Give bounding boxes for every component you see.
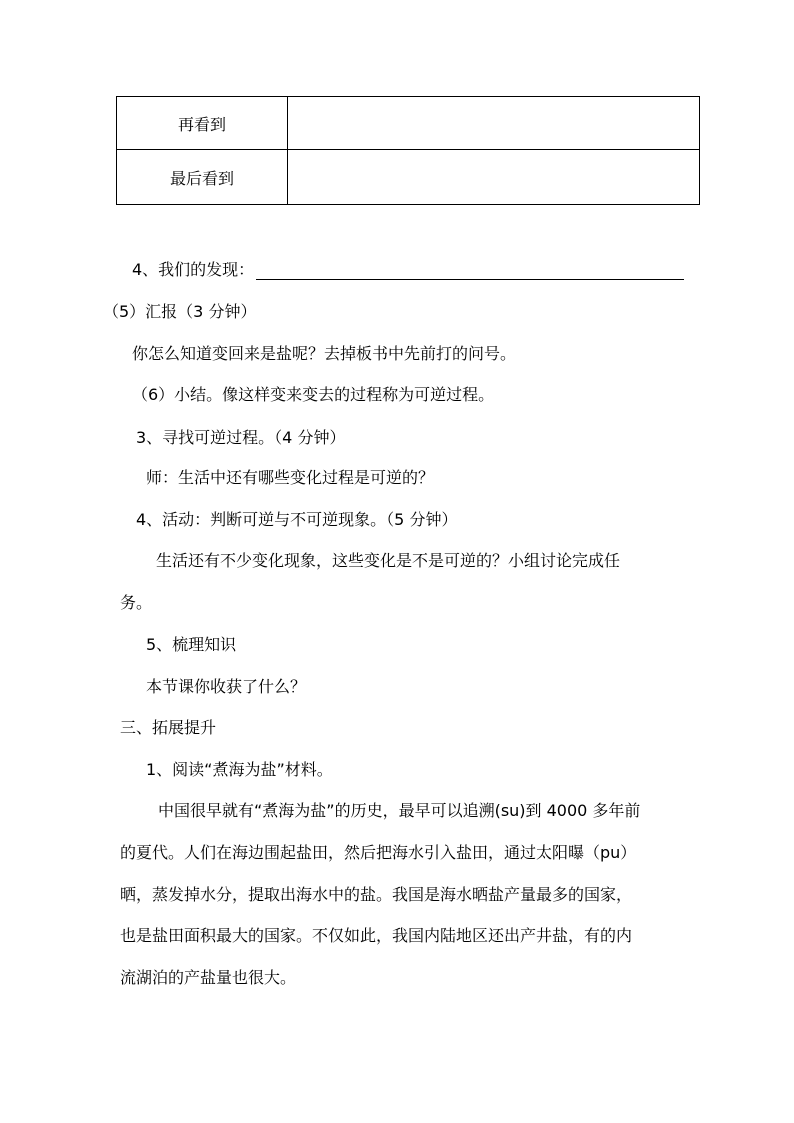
table-row — [117, 97, 700, 150]
activity-heading: 4、活动：判断可逆与不可逆现象。（5 分钟） — [136, 510, 458, 529]
life-changes-text-cont: 务。 — [120, 593, 153, 612]
row-value-cell — [288, 97, 700, 150]
table-row — [117, 150, 700, 205]
paragraph-line: 的夏代。人们在海边围起盐田，然后把海水引入盐田，通过太阳曝（pu） — [120, 843, 637, 862]
life-changes-text: 生活还有不少变化现象，这些变化是不是可逆的？小组讨论完成任 — [156, 551, 621, 570]
row-value-cell — [288, 150, 700, 205]
summary-text: （6）小结。像这样变来变去的过程称为可逆过程。 — [132, 385, 495, 404]
what-gained-text: 本节课你收获了什么？ — [146, 677, 307, 696]
report-heading: （5）汇报（3 分钟） — [103, 302, 257, 321]
paragraph-line: 中国很早就有“煮海为盐”的历史，最早可以追溯(su)到 4000 多年前 — [158, 801, 641, 820]
how-know-text: 你怎么知道变回来是盐呢？去掉板书中先前打的问号。 — [132, 344, 517, 363]
paragraph-line: 也是盐田面积最大的国家。不仅如此，我国内陆地区还出产井盐，有的内 — [120, 926, 633, 945]
organize-heading: 5、梳理知识 — [146, 635, 237, 654]
row-label: 再看到 — [117, 97, 288, 150]
find-reversible-heading: 3、寻找可逆过程。（4 分钟） — [136, 428, 346, 447]
observation-table — [116, 96, 700, 205]
read-material-heading: 1、阅读“煮海为盐”材料。 — [146, 760, 333, 779]
discovery-line — [132, 260, 684, 280]
discovery-label: 4、我们的发现： — [132, 260, 255, 279]
paragraph-line: 晒，蒸发掉水分，提取出海水中的盐。我国是海水晒盐产量最多的国家， — [120, 885, 633, 904]
teacher-question-text: 师：生活中还有哪些变化过程是可逆的？ — [146, 468, 435, 487]
answer-blank — [256, 261, 684, 280]
paragraph-line: 流湖泊的产盐量也很大。 — [120, 968, 297, 987]
section-heading: 三、拓展提升 — [120, 718, 217, 737]
row-label: 最后看到 — [117, 150, 288, 205]
